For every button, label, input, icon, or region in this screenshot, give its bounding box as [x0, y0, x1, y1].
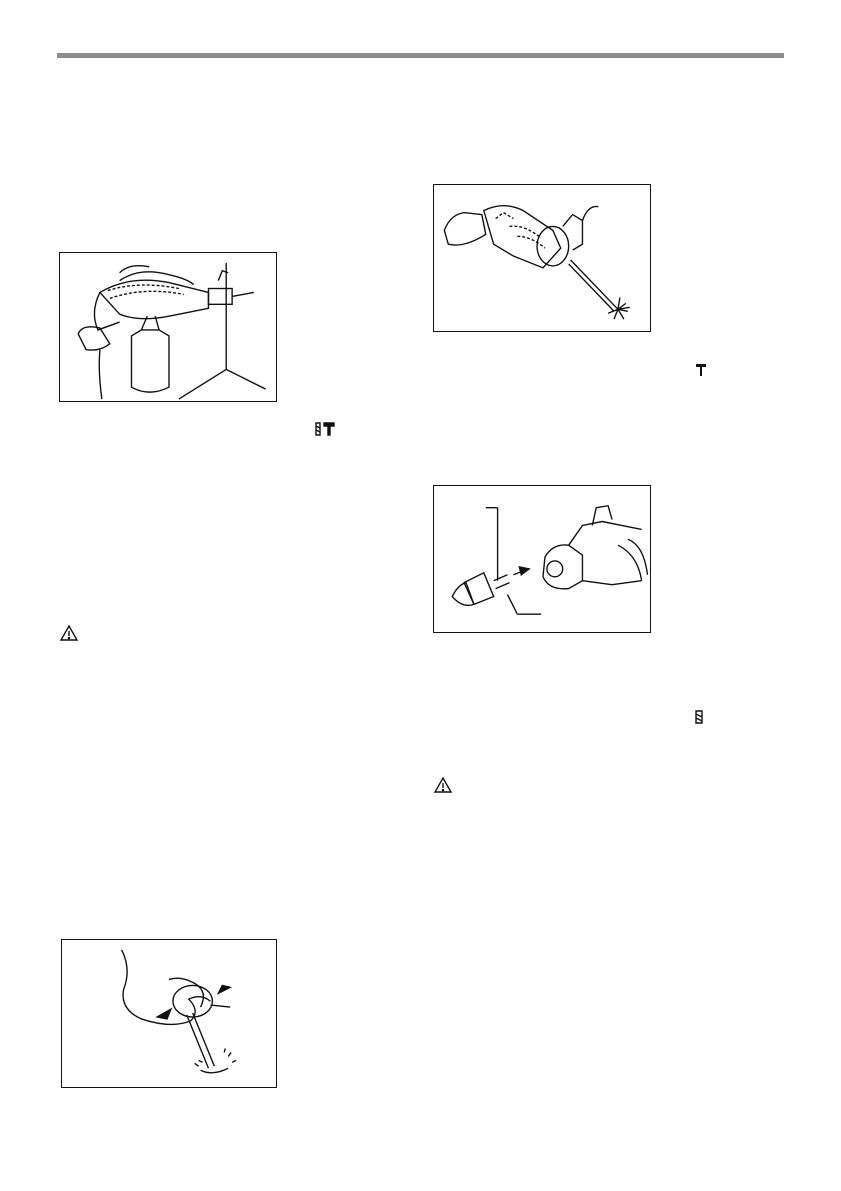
rotation-hammer-mode-icon: [313, 421, 335, 437]
header-rule: [57, 53, 784, 58]
blow-out-bulb-illustration: [61, 939, 277, 1088]
warning-triangle-icon: [59, 624, 79, 642]
hammering-only-illustration: [433, 184, 651, 332]
hammer-mode-icon: [694, 362, 708, 378]
drill-chuck-assembly-illustration: [433, 485, 651, 633]
warning-triangle-icon: [433, 776, 453, 794]
rotary-hammer-with-dust-cup-illustration: [59, 252, 277, 402]
drill-mode-icon: [693, 709, 705, 725]
